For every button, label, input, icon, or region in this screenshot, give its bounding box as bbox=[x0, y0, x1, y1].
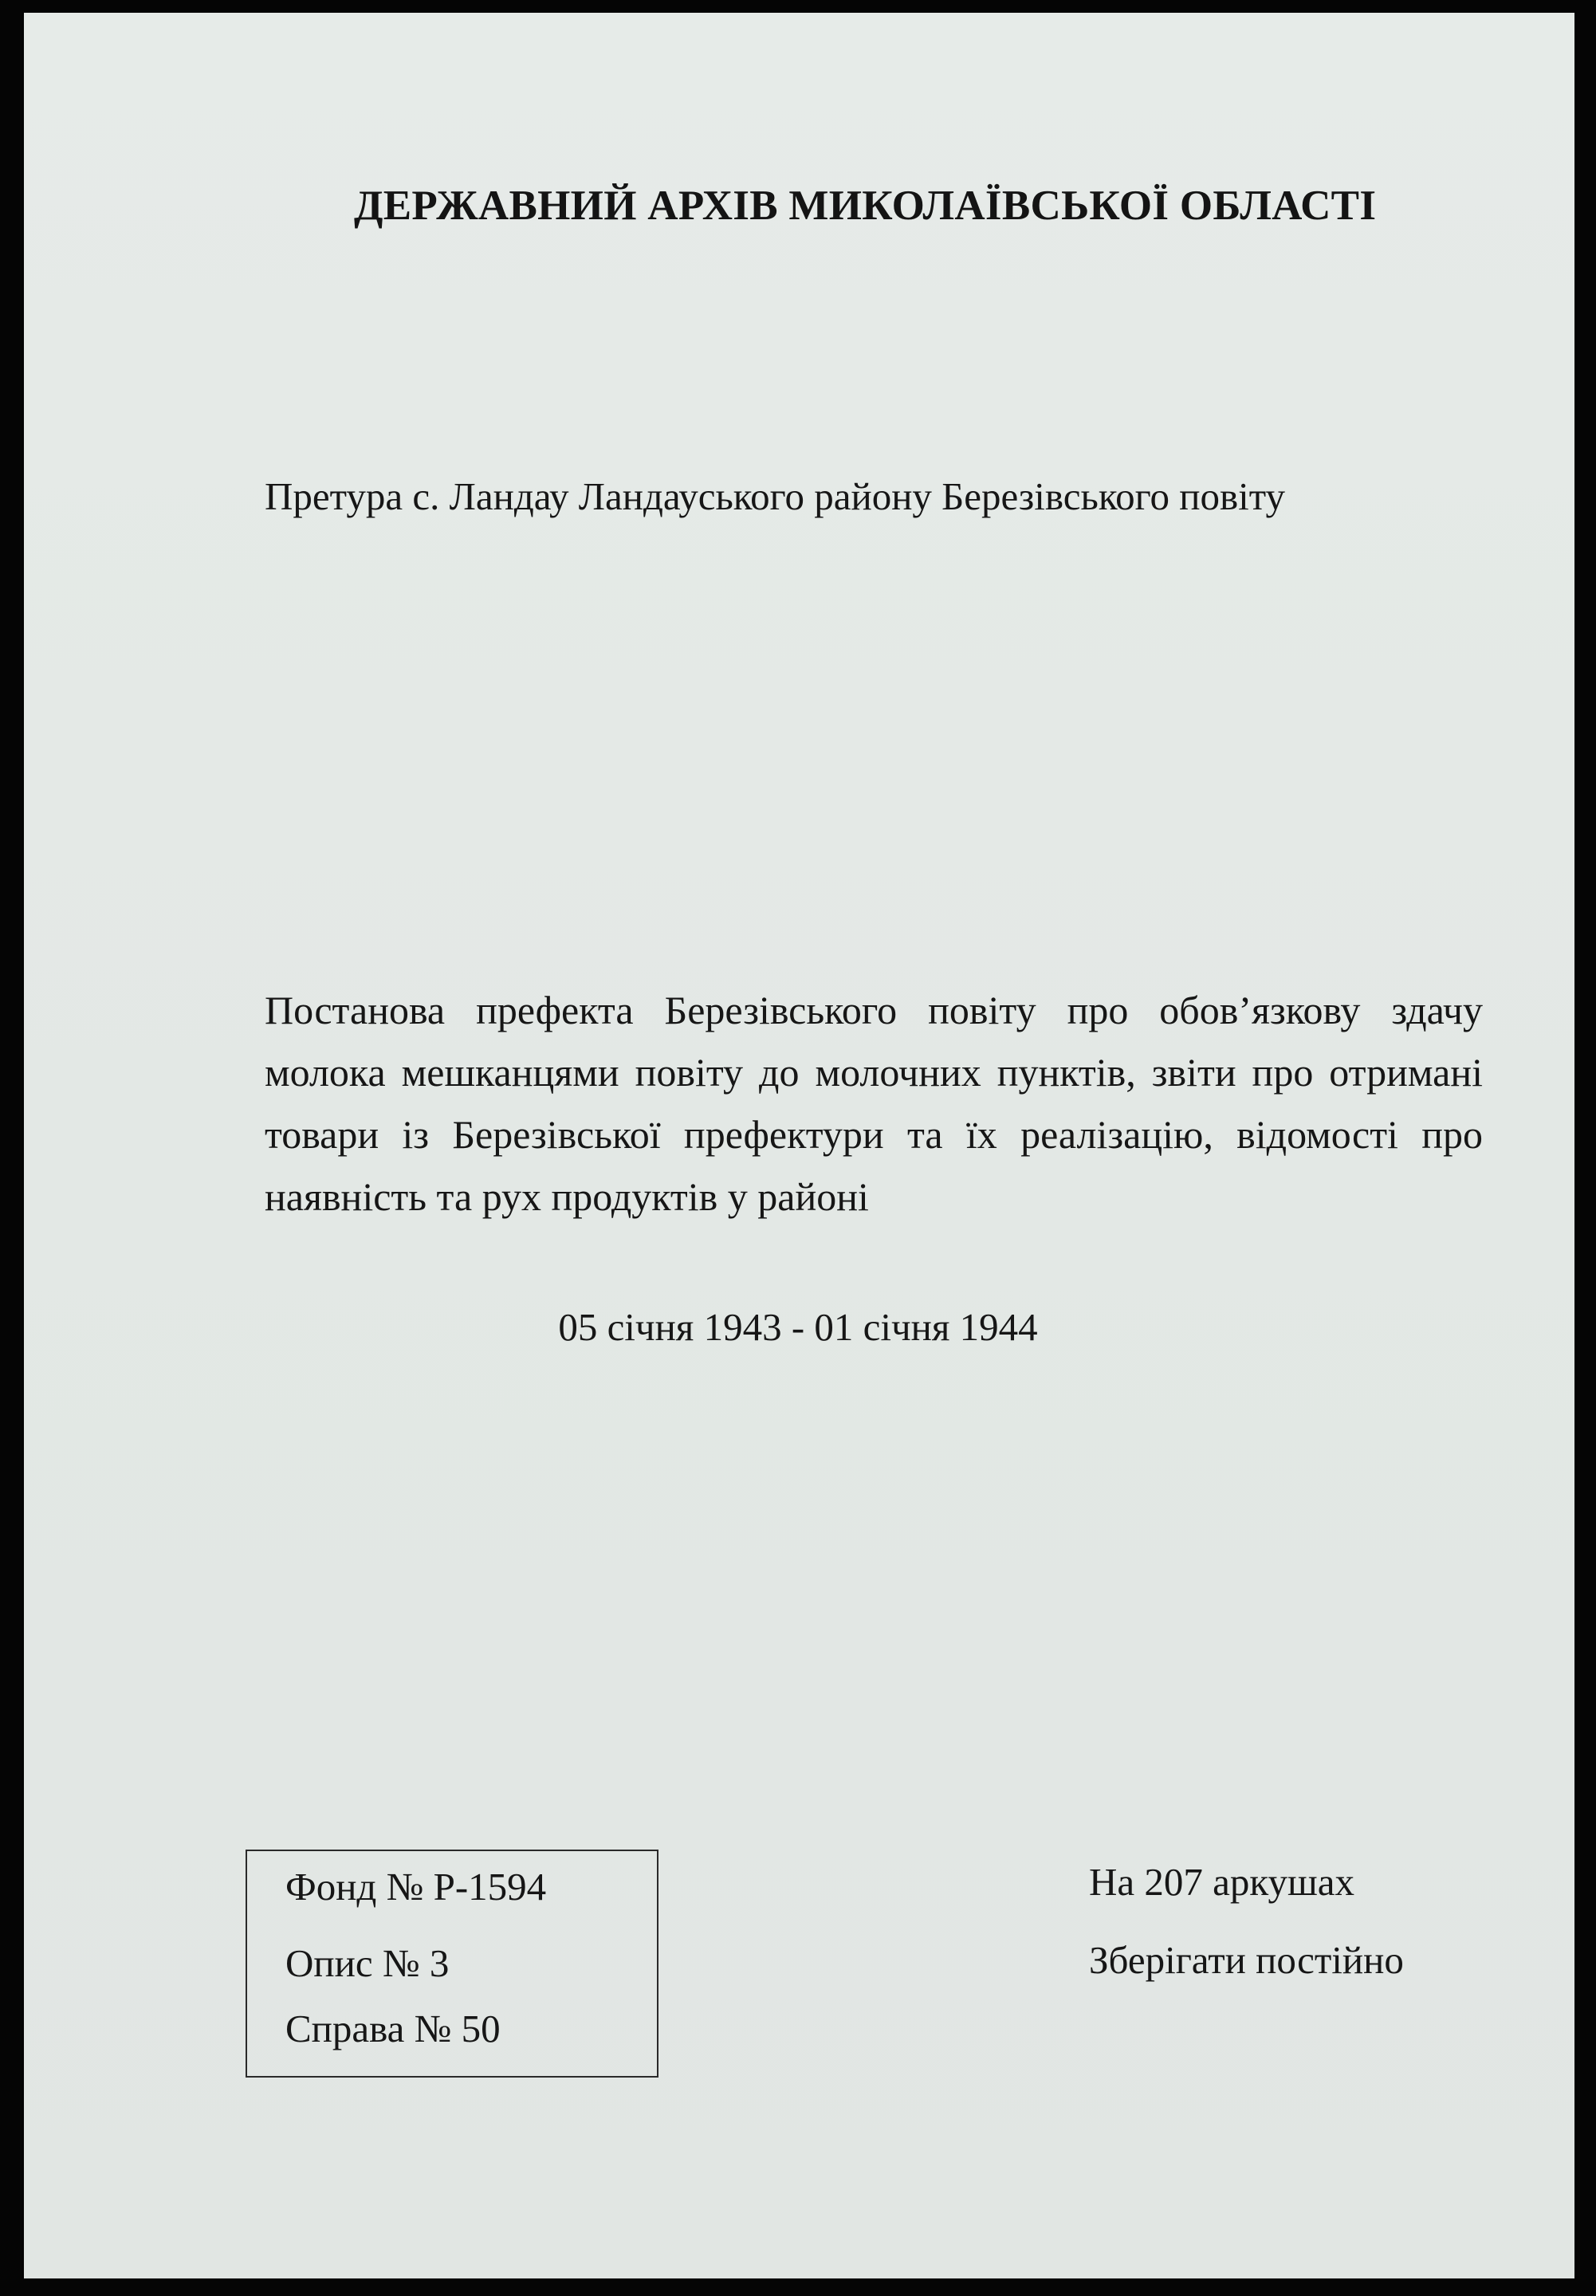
archive-title: ДЕРЖАВНИЙ АРХІВ МИКОЛАЇВСЬКОЇ ОБЛАСТІ bbox=[354, 183, 1377, 229]
retention-period: Зберігати постійно bbox=[1089, 1938, 1404, 1982]
date-range: 05 січня 1943 - 01 січня 1944 bbox=[558, 1305, 1038, 1349]
fund-creator: Претура с. Ландау Ландауського району Березівського повіту bbox=[265, 474, 1286, 518]
inventory-number: Опис № 3 bbox=[285, 1941, 450, 1985]
document-page bbox=[24, 13, 1574, 2278]
reference-box bbox=[246, 1850, 658, 2078]
fund-number: Фонд № Р-1594 bbox=[285, 1865, 547, 1909]
sheets-count: На 207 аркушах bbox=[1089, 1860, 1354, 1904]
storage-info bbox=[1089, 1859, 1404, 2015]
case-number: Справа № 50 bbox=[285, 2007, 501, 2050]
case-title: Постанова префекта Березівського повіту про обов’язкову здачу молока мешканцями повіту до молочних пунктів, звіти про отримані товари із Березівської префектури та їх реалізацію, відомості про наявність та рух продуктів у районі bbox=[265, 988, 1483, 1219]
